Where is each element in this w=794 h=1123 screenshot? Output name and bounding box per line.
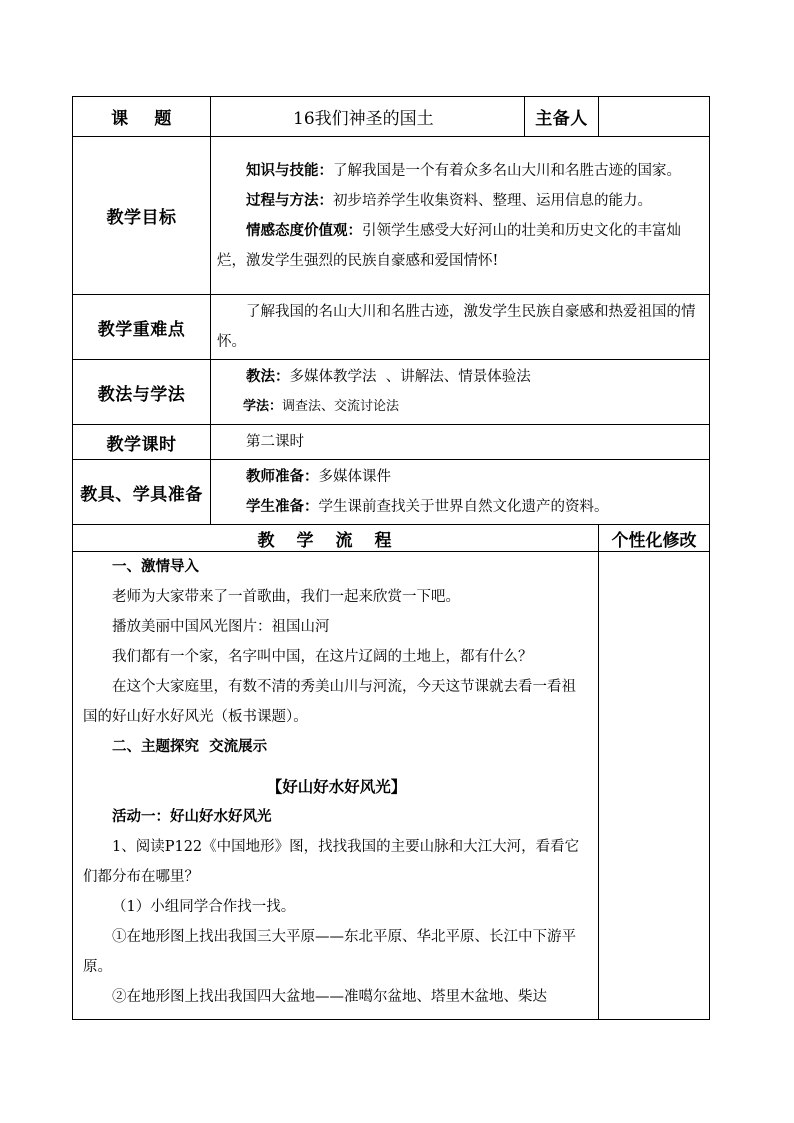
learn-key: 学法： (243, 399, 283, 414)
flow-paragraph: ②在地形图上找出我国四大盆地——准噶尔盆地、塔里木盆地、柴达 (112, 989, 547, 1005)
key-points-content (211, 295, 710, 360)
process-text: 初步培养学生收集资料、整理、运用信息的能力。 (333, 192, 652, 209)
goals-row (73, 137, 710, 295)
key-points-label: 教学重难点 (73, 295, 211, 360)
student-text: 学生课前查找关于世界自然文化遗产的资料。 (318, 499, 609, 515)
key-points-row (73, 295, 710, 360)
flow-paragraph: 1、阅读P122《中国地形》图，找找我国的主要山脉和大江大河，看看它们都分布在哪里？ (83, 839, 580, 885)
activity-1-title: 活动一：好山好水好风光 (112, 808, 272, 825)
flow-paragraph: （1）小组同学合作找一找。 (112, 899, 296, 915)
teacher-text: 多媒体课件 (318, 469, 391, 485)
period-row (73, 425, 710, 460)
flow-header-row (73, 525, 710, 552)
flow-header: 教学流程 (73, 525, 599, 552)
center-title: 【好山好水好风光】 (266, 777, 407, 796)
emotion-goal (217, 216, 701, 276)
learn-text: 调查法、交流讨论法 (282, 399, 400, 414)
topic-label: 课 题 (73, 97, 211, 137)
topic-value: 16我们神圣的国土 (211, 97, 525, 137)
flow-paragraph: 老师为大家带来了一首歌曲，我们一起来欣赏一下吧。 (112, 589, 460, 605)
lesson-plan-table (72, 96, 710, 1020)
student-key: 学生准备： (246, 498, 319, 515)
teacher-key: 教师准备： (246, 468, 319, 485)
section-1-title: 一、激情导入 (112, 558, 199, 575)
emotion-key: 情感态度价值观： (246, 221, 362, 239)
flow-paragraph: 我们都有一个家，名字叫中国，在这片辽阔的土地上，都有什么？ (112, 649, 533, 665)
preparer-value (599, 97, 710, 137)
methods-label: 教法与学法 (73, 360, 211, 425)
teacher-prep (217, 462, 701, 492)
flow-row (73, 552, 710, 1020)
modification-column (599, 552, 710, 1020)
learn-method (217, 392, 701, 422)
section-2-title: 二、主题探究 交流展示 (112, 738, 268, 755)
topic-row (73, 97, 710, 137)
flow-paragraph: 播放美丽中国风光图片：祖国山河 (112, 619, 330, 635)
preparer-label: 主备人 (525, 97, 599, 137)
goals-content (211, 137, 710, 295)
emotion-text: 引领学生感受大好河山的壮美和历史文化的丰富灿烂，激发学生强烈的民族自豪感和爱国情怀! (217, 222, 681, 269)
prep-row (73, 460, 710, 525)
modification-header: 个性化修改 (599, 525, 710, 552)
process-goal (217, 186, 701, 216)
process-key: 过程与方法： (246, 191, 333, 209)
teach-text: 多媒体教学法 、讲解法、情景体验法 (289, 369, 531, 385)
teach-key: 教法： (246, 368, 290, 385)
knowledge-key: 知识与技能： (246, 161, 333, 179)
period-content (211, 425, 710, 460)
student-prep (217, 492, 701, 522)
knowledge-goal (217, 156, 701, 186)
methods-row (73, 360, 710, 425)
flow-paragraph: ①在地形图上找出我国三大平原——东北平原、华北平原、长江中下游平原。 (83, 929, 576, 975)
prep-content (211, 460, 710, 525)
teach-method (217, 362, 701, 392)
period-text: 第二课时 (246, 434, 304, 450)
key-points-text: 了解我国的名山大川和名胜古迹，激发学生民族自豪感和热爱祖国的情怀。 (217, 304, 696, 350)
goals-label: 教学目标 (73, 137, 211, 295)
flow-content (73, 552, 599, 1020)
knowledge-text: 了解我国是一个有着众多名山大川和名胜古迹的国家。 (333, 162, 681, 179)
flow-paragraph: 在这个大家庭里，有数不清的秀美山川与河流，今天这节课就去看一看祖国的好山好水好风光（板书课题）。 (83, 679, 576, 725)
prep-label: 教具、学具准备 (73, 460, 211, 525)
methods-content (211, 360, 710, 425)
period-label: 教学课时 (73, 425, 211, 460)
